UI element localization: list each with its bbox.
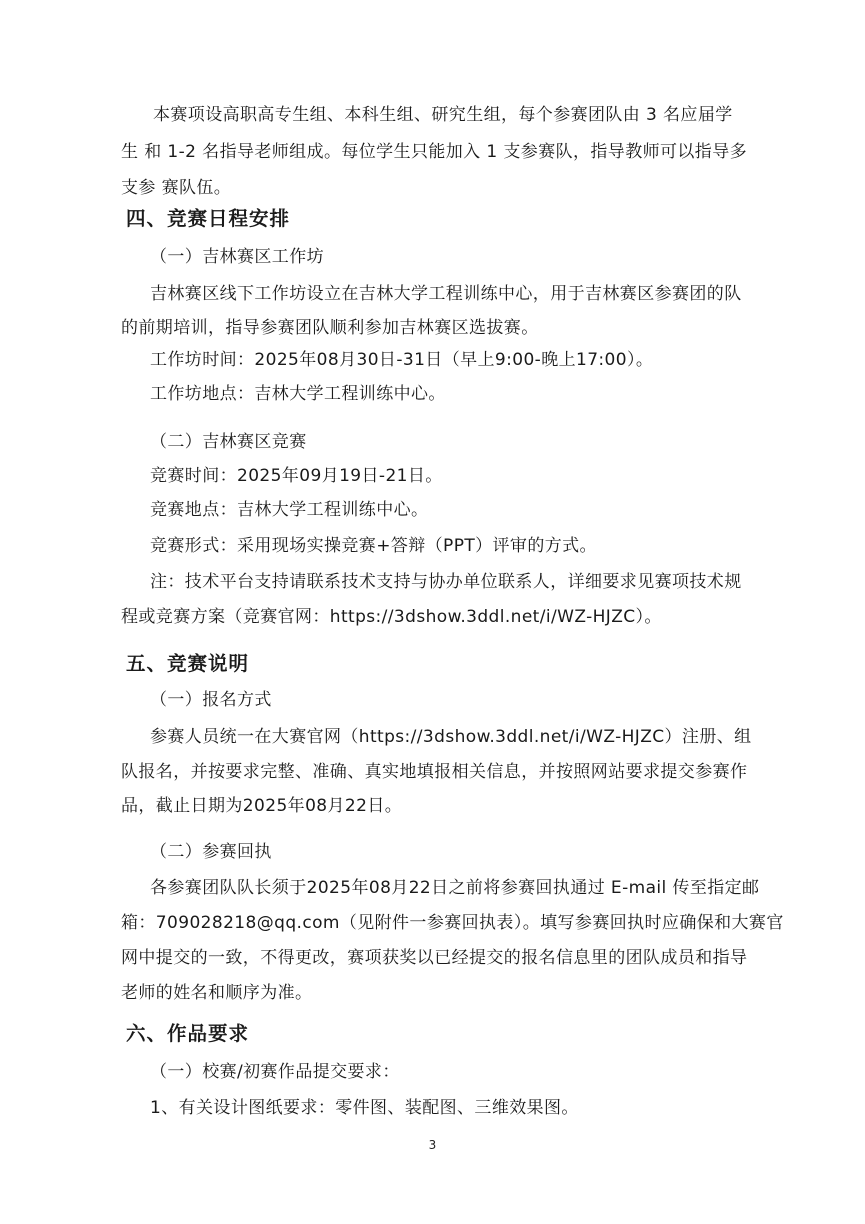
paragraph-line: 的前期培训，指导参赛团队顺利参加吉林赛区选拔赛。 [121, 318, 539, 338]
page-number: 3 [428, 1138, 437, 1152]
intro-paragraph-line: 生 和 1-2 名指导老师组成。每位学生只能加入 1 支参赛队，指导教师可以指导多 [121, 142, 747, 162]
section-heading: 五、竞赛说明 [126, 652, 250, 675]
note-line: 注：技术平台支持请联系技术支持与协办单位联系人，详细要求见赛项技术规 [150, 572, 742, 592]
paragraph-line: 参赛人员统一在大赛官网（https://3dshow.3ddl.net/i/WZ-HJZC）注册、组 [150, 727, 752, 747]
note-line: 程或竞赛方案（竞赛官网：https://3dshow.3ddl.net/i/WZ-HJZC）。 [121, 607, 662, 627]
subsection-title: （二）参赛回执 [150, 842, 272, 862]
section-heading: 四、竞赛日程安排 [126, 207, 291, 230]
workshop-place: 工作坊地点：吉林大学工程训练中心。 [150, 384, 446, 404]
paragraph-line: 吉林赛区线下工作坊设立在吉林大学工程训练中心，用于吉林赛区参赛团的队 [150, 284, 742, 304]
competition-time: 竞赛时间：2025年09月19日-21日。 [150, 466, 443, 486]
paragraph-line: 箱：709028218@qq.com（见附件一参赛回执表）。填写参赛回执时应确保和大赛官 [121, 913, 784, 933]
subsection-title: （一）吉林赛区工作坊 [150, 247, 324, 267]
workshop-time: 工作坊时间：2025年08月30日-31日（早上9:00-晚上17:00）。 [150, 350, 654, 370]
paragraph-line: 品，截止日期为2025年08月22日。 [121, 796, 403, 816]
list-item: 1、有关设计图纸要求：零件图、装配图、三维效果图。 [150, 1098, 579, 1118]
paragraph-line: 老师的姓名和顺序为准。 [121, 983, 313, 1003]
competition-form: 竞赛形式：采用现场实操竞赛+答辩（PPT）评审的方式。 [150, 536, 597, 556]
subsection-title: （一）校赛/初赛作品提交要求： [150, 1062, 400, 1082]
intro-paragraph-line: 本赛项设高职高专生组、本科生组、研究生组，每个参赛团队由 3 名应届学 [153, 105, 733, 125]
section-heading: 六、作品要求 [126, 1022, 250, 1045]
subsection-title: （二）吉林赛区竞赛 [150, 432, 307, 452]
subsection-title: （一）报名方式 [150, 690, 272, 710]
paragraph-line: 网中提交的一致，不得更改，赛项获奖以已经提交的报名信息里的团队成员和指导 [121, 948, 748, 968]
intro-paragraph-line: 支参 赛队伍。 [121, 178, 232, 198]
paragraph-line: 队报名，并按要求完整、准确、真实地填报相关信息，并按照网站要求提交参赛作 [121, 762, 748, 782]
paragraph-line: 各参赛团队队长须于2025年08月22日之前将参赛回执通过 E-mail 传至指定邮 [150, 878, 760, 898]
competition-place: 竞赛地点：吉林大学工程训练中心。 [150, 500, 429, 520]
